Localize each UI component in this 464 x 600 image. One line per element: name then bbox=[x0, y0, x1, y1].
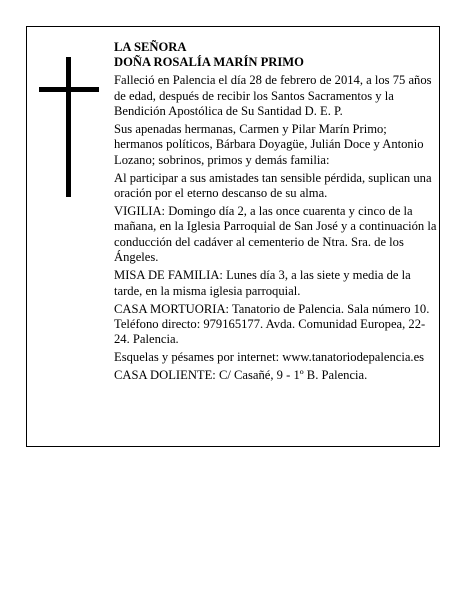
obituary-notice bbox=[26, 26, 440, 447]
cross-vertical-bar bbox=[66, 57, 71, 197]
notice-paragraph-death: Falleció en Palencia el día 28 de febrero de 2014, a los 75 años de edad, después de recibir los Santos Sacramentos y la Bendición Apostólica de Su Santidad D. E. P. bbox=[114, 73, 432, 119]
notice-text bbox=[114, 40, 438, 386]
notice-heading: LA SEÑORA bbox=[114, 40, 187, 54]
deceased-name: DOÑA ROSALÍA MARÍN PRIMO bbox=[114, 55, 304, 70]
cross-icon bbox=[39, 57, 99, 197]
notice-paragraph-family: Sus apenadas hermanas, Carmen y Pilar Marín Primo; hermanos políticos, Bárbara Doyagüe, Julián Doce y Antonio Lozano; sobrinos, primos y demás familia: bbox=[114, 122, 424, 167]
notice-paragraph-request: Al participar a sus amistades tan sensible pérdida, suplican una oración por el eterno descanso de su alma. bbox=[114, 170, 432, 201]
notice-paragraph-vigil: VIGILIA: Domingo día 2, a las once cuarenta y cinco de la mañana, en la Iglesia Parroquial de San José y a continuación la conducción del cadáver al cementerio de Ntra. Sra. de los Ángeles. bbox=[114, 204, 437, 265]
notice-paragraph-funeral-home: CASA MORTUORIA: Tanatorio de Palencia. Sala número 10. Teléfono directo: 979165177. Avda. Comunidad Europea, 22-24. Palencia. bbox=[114, 301, 430, 347]
notice-paragraph-family-home: CASA DOLIENTE: C/ Casañé, 9 - 1º B. Palencia. bbox=[114, 368, 368, 383]
cross-horizontal-bar bbox=[39, 87, 99, 92]
notice-paragraph-mass: MISA DE FAMILIA: Lunes día 3, a las siete y media de la tarde, en la misma iglesia parroquial. bbox=[114, 268, 411, 298]
notice-paragraph-online: Esquelas y pésames por internet: www.tanatoriodepalencia.es bbox=[114, 350, 425, 365]
